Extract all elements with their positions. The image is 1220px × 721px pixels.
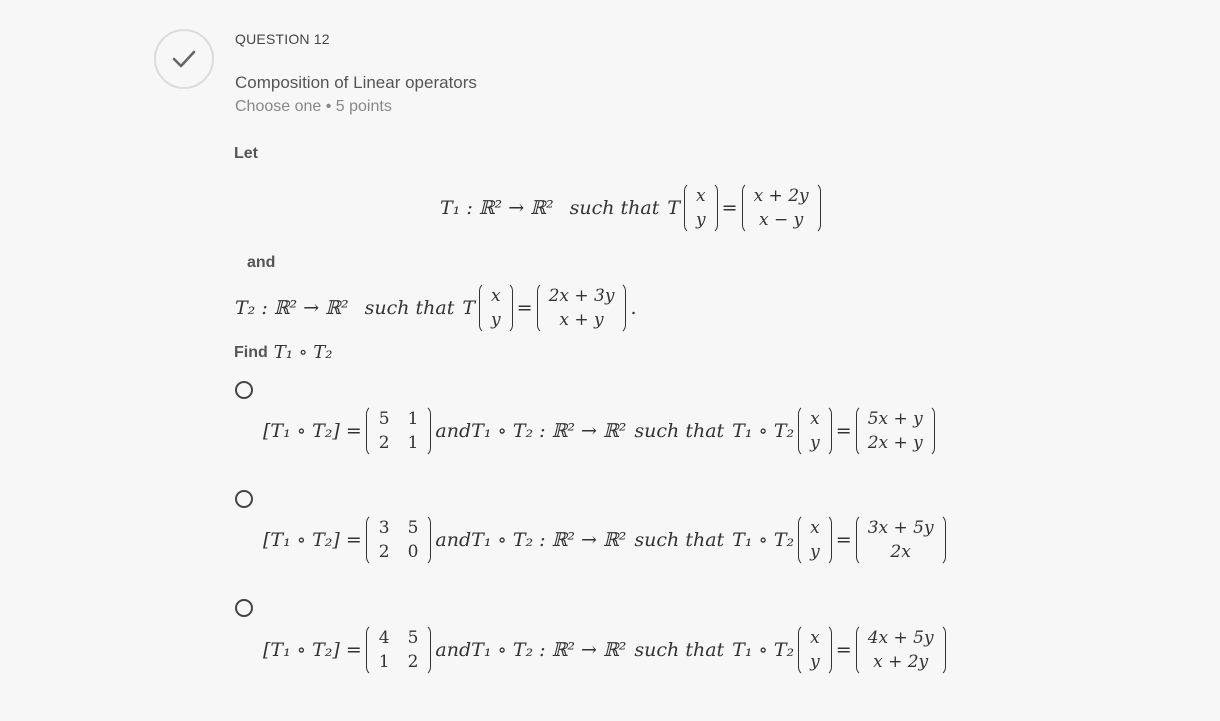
option-input-vector xyxy=(798,405,832,457)
option-input-vector xyxy=(798,624,832,676)
matrix-entry: 1 xyxy=(378,652,390,672)
matrix-entry: 2 xyxy=(378,542,390,562)
option-matrix-label: [T₁ ∘ T₂] = xyxy=(263,529,362,551)
question-status-indicator xyxy=(154,29,214,89)
t1-input-vector xyxy=(684,182,718,234)
and-label: and xyxy=(247,254,276,271)
t1-definition: T₁ : ℝ² → ℝ² such that T x y = x + 2y x − y xyxy=(440,182,825,234)
vec-entry: 2x + 3y xyxy=(548,286,615,306)
let-label: Let xyxy=(234,145,258,162)
matrix-entry: 5 xyxy=(407,628,419,648)
vec-entry: x − y xyxy=(758,210,804,230)
t2-such-that: such that xyxy=(364,297,455,319)
vec-entry: 5x + y xyxy=(867,409,923,429)
option-such-that: such that xyxy=(634,529,725,551)
vec-entry: y xyxy=(810,433,820,453)
matrix-entry: 5 xyxy=(407,518,419,538)
t1-operator: T xyxy=(667,197,681,219)
t1-such-that: such that xyxy=(569,197,660,219)
vec-entry: x + 2y xyxy=(753,186,809,206)
option-matrix xyxy=(366,405,432,457)
option-3-content[interactable]: [T₁ ∘ T₂] = 4 5 1 2 andT₁ ∘ T₂ : ℝ² → ℝ² such that T₁ ∘ T₂ x y = 4x + 5y x + 2y xyxy=(263,624,950,676)
vec-entry: 3x + 5y xyxy=(867,518,934,538)
option-composition: T₁ ∘ T₂ xyxy=(732,529,795,551)
find-expression: T₁ ∘ T₂ xyxy=(273,342,333,363)
matrix-entry: 3 xyxy=(378,518,390,538)
t2-domain: T₂ : ℝ² → ℝ² xyxy=(235,297,349,319)
option-such-that: such that xyxy=(634,639,725,661)
option-output-vector xyxy=(856,405,935,457)
matrix-entry: 1 xyxy=(407,433,419,453)
option-input-vector xyxy=(798,514,832,566)
option-and-text: andT₁ ∘ T₂ : ℝ² → ℝ² xyxy=(435,639,627,661)
question-meta: Choose one • 5 points xyxy=(235,98,392,115)
matrix-entry: 0 xyxy=(407,542,419,562)
matrix-entry: 4 xyxy=(378,628,390,648)
vec-entry: 2x + y xyxy=(867,433,923,453)
option-1-content[interactable]: [T₁ ∘ T₂] = 5 1 2 1 andT₁ ∘ T₂ : ℝ² → ℝ² such that T₁ ∘ T₂ x y = 5x + y 2x + y xyxy=(263,405,939,457)
t1-output-vector xyxy=(742,182,821,234)
option-2-content[interactable]: [T₁ ∘ T₂] = 3 5 2 0 andT₁ ∘ T₂ : ℝ² → ℝ² such that T₁ ∘ T₂ x y = 3x + 5y 2x xyxy=(263,514,950,566)
t2-trailing-period: . xyxy=(630,297,637,319)
matrix-entry: 1 xyxy=(407,409,419,429)
vec-entry: x + 2y xyxy=(873,652,929,672)
option-matrix-label: [T₁ ∘ T₂] = xyxy=(263,639,362,661)
t1-domain: T₁ : ℝ² → ℝ² xyxy=(440,197,554,219)
vec-entry: y xyxy=(696,210,706,230)
vec-entry: 4x + 5y xyxy=(867,628,934,648)
vec-entry: 2x xyxy=(890,542,911,562)
vec-entry: x xyxy=(491,286,501,306)
option-1-radio[interactable] xyxy=(235,381,253,399)
vec-entry: y xyxy=(491,310,501,330)
option-3-radio[interactable] xyxy=(235,599,253,617)
option-such-that: such that xyxy=(634,420,725,442)
vec-entry: y xyxy=(810,542,820,562)
matrix-entry: 2 xyxy=(378,433,390,453)
option-matrix xyxy=(366,514,432,566)
vec-entry: x + y xyxy=(559,310,604,330)
option-output-vector xyxy=(856,514,946,566)
find-label: Find xyxy=(234,343,268,361)
find-prompt xyxy=(234,342,332,363)
vec-entry: x xyxy=(810,628,820,648)
option-matrix xyxy=(366,624,432,676)
matrix-entry: 2 xyxy=(407,652,419,672)
question-number: QUESTION 12 xyxy=(235,31,330,47)
vec-entry: x xyxy=(810,409,820,429)
checkmark-icon xyxy=(171,49,197,69)
vec-entry: x xyxy=(696,186,706,206)
option-composition: T₁ ∘ T₂ xyxy=(732,639,795,661)
option-and-text: andT₁ ∘ T₂ : ℝ² → ℝ² xyxy=(435,420,627,442)
vec-entry: y xyxy=(810,652,820,672)
t2-operator: T xyxy=(462,297,476,319)
t2-output-vector xyxy=(537,282,627,334)
option-output-vector xyxy=(856,624,946,676)
option-2-radio[interactable] xyxy=(235,490,253,508)
vec-entry: x xyxy=(810,518,820,538)
t2-definition: T₂ : ℝ² → ℝ² such that T x y = 2x + 3y x + y . xyxy=(235,282,636,334)
option-and-text: andT₁ ∘ T₂ : ℝ² → ℝ² xyxy=(435,529,627,551)
option-composition: T₁ ∘ T₂ xyxy=(732,420,795,442)
t2-input-vector xyxy=(479,282,513,334)
question-title: Composition of Linear operators xyxy=(235,73,477,92)
matrix-entry: 5 xyxy=(378,409,390,429)
option-matrix-label: [T₁ ∘ T₂] = xyxy=(263,420,362,442)
